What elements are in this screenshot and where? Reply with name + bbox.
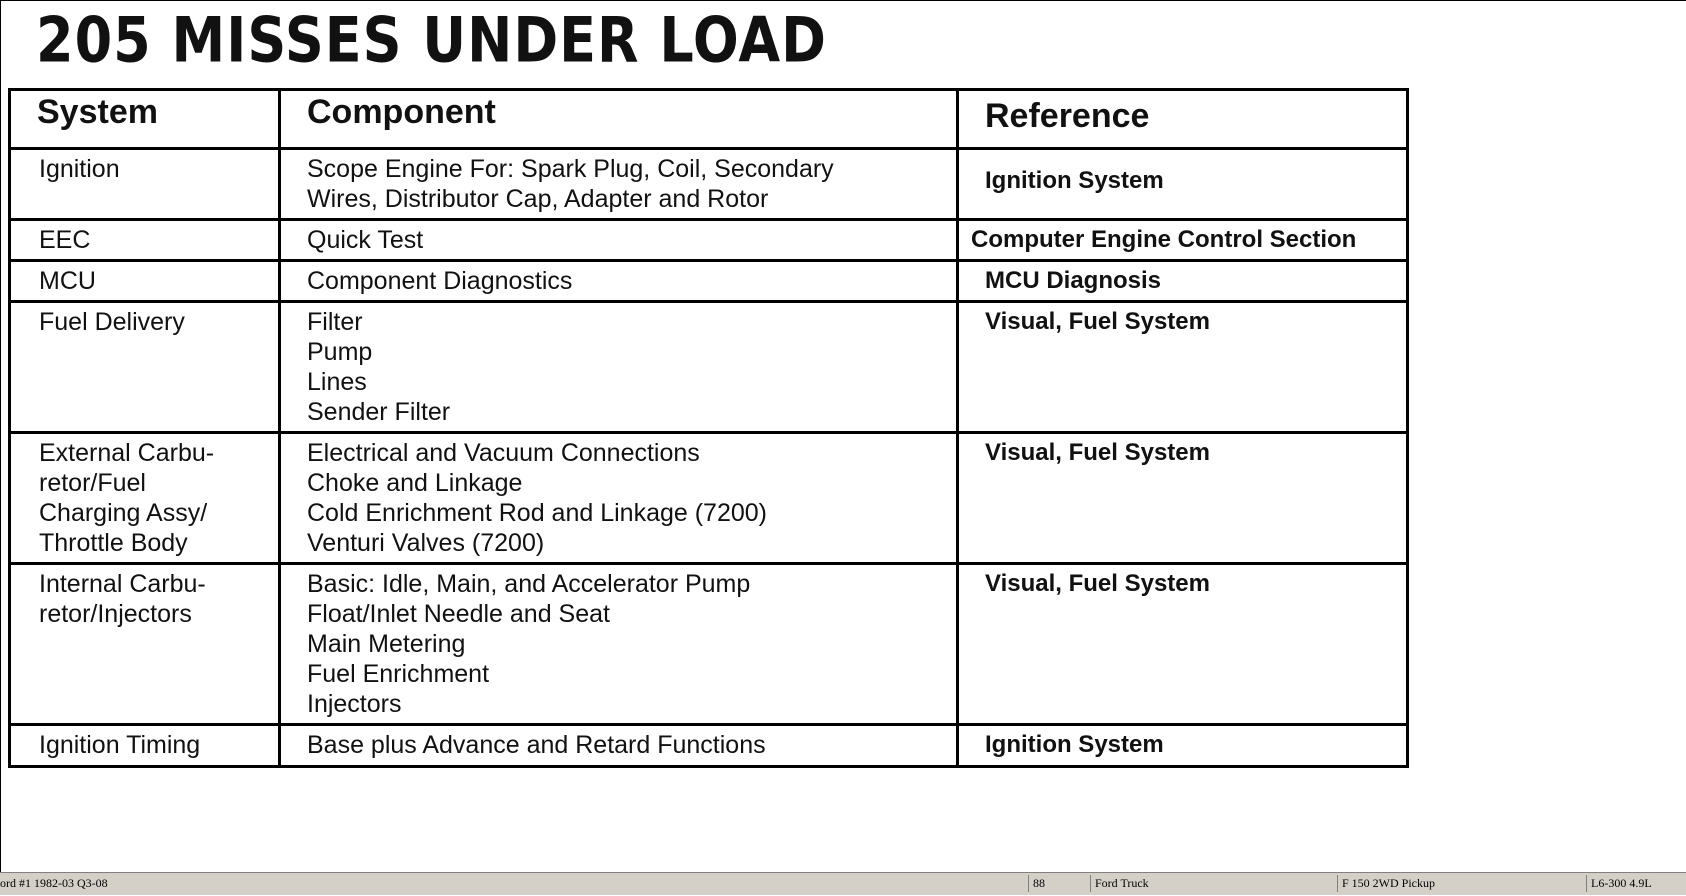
system-line: External Carbu-	[39, 439, 215, 467]
reference-text: Visual, Fuel System	[985, 308, 1210, 335]
component-cell	[280, 564, 958, 725]
system-line: retor/Injectors	[39, 600, 192, 628]
component-line: Venturi Valves (7200)	[307, 529, 545, 557]
component-cell	[280, 302, 958, 433]
component-cell	[280, 220, 958, 261]
reference-text: MCU Diagnosis	[985, 267, 1162, 294]
component-cell	[280, 149, 958, 220]
system-line: MCU	[39, 267, 96, 295]
component-line: Lines	[307, 368, 367, 396]
system-line: Fuel Delivery	[39, 308, 185, 336]
reference-cell	[958, 261, 1408, 302]
component-line: Base plus Advance and Retard Functions	[307, 731, 766, 759]
header-component: Component	[280, 90, 958, 149]
component-cell	[280, 433, 958, 564]
system-cell	[10, 725, 280, 767]
table-row	[10, 220, 1408, 261]
header-system: System	[10, 90, 280, 149]
system-cell	[10, 261, 280, 302]
reference-text: Ignition System	[985, 731, 1164, 758]
system-line: Ignition	[39, 155, 120, 183]
system-line: Internal Carbu-	[39, 570, 206, 598]
table-row	[10, 261, 1408, 302]
status-page-number: 88	[1028, 875, 1091, 892]
system-line: EEC	[39, 226, 91, 254]
table-row	[10, 564, 1408, 725]
component-line: Main Metering	[307, 630, 466, 658]
component-line: Filter	[307, 308, 363, 336]
reference-cell	[958, 564, 1408, 725]
reference-text: Computer Engine Control Section	[971, 226, 1357, 253]
component-line: Sender Filter	[307, 398, 451, 426]
system-cell	[10, 220, 280, 261]
system-line: retor/Fuel	[39, 469, 146, 497]
system-cell	[10, 564, 280, 725]
page-title: 205 MISSES UNDER LOAD	[36, 4, 827, 77]
status-model: F 150 2WD Pickup	[1337, 875, 1587, 892]
system-line: Throttle Body	[39, 529, 188, 557]
status-make: Ford Truck	[1090, 875, 1338, 892]
system-line: Ignition Timing	[39, 731, 201, 759]
reference-cell	[958, 433, 1408, 564]
component-line: Pump	[307, 338, 373, 366]
frame-left-border	[0, 0, 1, 872]
status-bar	[0, 872, 1686, 895]
reference-text: Ignition System	[985, 167, 1164, 194]
system-line: Charging Assy/	[39, 499, 208, 527]
system-cell	[10, 433, 280, 564]
component-line: Scope Engine For: Spark Plug, Coil, Secondary	[307, 155, 834, 183]
system-cell	[10, 302, 280, 433]
component-line: Cold Enrichment Rod and Linkage (7200)	[307, 499, 767, 527]
diagnosis-table	[8, 88, 1409, 768]
reference-cell	[958, 149, 1408, 220]
reference-cell	[958, 302, 1408, 433]
table-header-row	[10, 90, 1408, 149]
reference-cell	[958, 220, 1408, 261]
status-engine: L6-300 4.9L	[1586, 875, 1686, 892]
table-row	[10, 725, 1408, 767]
component-line: Electrical and Vacuum Connections	[307, 439, 700, 467]
status-source: ord #1 1982-03 Q3-08	[0, 876, 108, 890]
reference-text: Visual, Fuel System	[985, 439, 1210, 466]
system-cell	[10, 149, 280, 220]
component-line: Choke and Linkage	[307, 469, 523, 497]
component-line: Basic: Idle, Main, and Accelerator Pump	[307, 570, 751, 598]
table-row	[10, 433, 1408, 564]
table-row	[10, 149, 1408, 220]
component-line: Float/Inlet Needle and Seat	[307, 600, 610, 628]
component-line: Injectors	[307, 690, 402, 718]
component-line: Fuel Enrichment	[307, 660, 490, 688]
reference-cell	[958, 725, 1408, 767]
component-line: Component Diagnostics	[307, 267, 573, 295]
reference-text: Visual, Fuel System	[985, 570, 1210, 597]
frame-top-border	[0, 0, 1686, 1]
table-row	[10, 302, 1408, 433]
component-line: Quick Test	[307, 226, 424, 254]
component-cell	[280, 725, 958, 767]
component-line: Wires, Distributor Cap, Adapter and Rotor	[307, 185, 769, 213]
header-reference: Reference	[958, 90, 1408, 149]
component-cell	[280, 261, 958, 302]
